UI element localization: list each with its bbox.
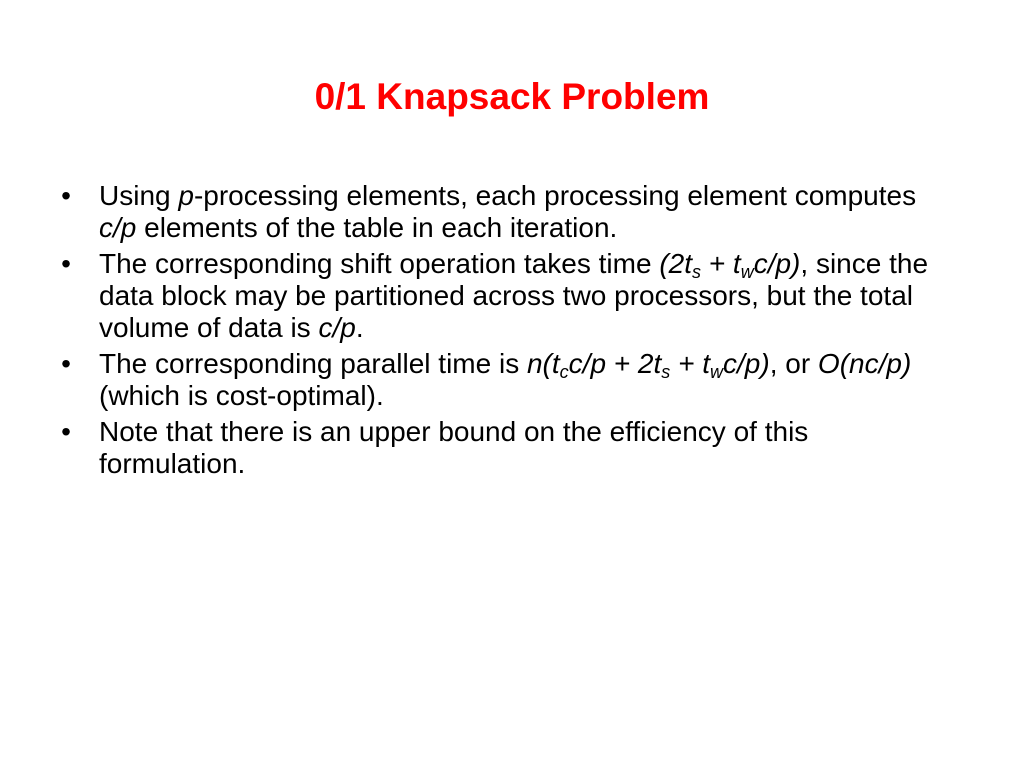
bullet-text: Note that there is an upper bound on the efficiency of this formulation. [99, 416, 809, 479]
slide-title: 0/1 Knapsack Problem [314, 76, 710, 117]
bullet-list [56, 180, 956, 484]
bullet-item [56, 248, 956, 344]
bullet-text: Using p-processing elements, each processing element computes c/p elements of the table in each iteration. [99, 180, 917, 243]
bullet-dot-icon: • [61, 348, 71, 379]
bullet-item [56, 348, 956, 412]
bullet-dot-icon: • [61, 416, 71, 447]
bullet-dot-icon: • [61, 248, 71, 279]
bullet-item [56, 416, 956, 480]
bullet-dot-icon: • [61, 180, 71, 211]
bullet-text: The corresponding parallel time is $n(t_cc/p + 2t_s + t_wc/p)$, or O(nc/p) (which is cost-optimal). [99, 348, 912, 411]
bullet-item [56, 180, 956, 244]
bullet-text: The corresponding shift operation takes time $(2t_s + t_wc/p)$, since the data block may be partitioned across two processors, but the total volume of data is c/p. [99, 248, 929, 343]
